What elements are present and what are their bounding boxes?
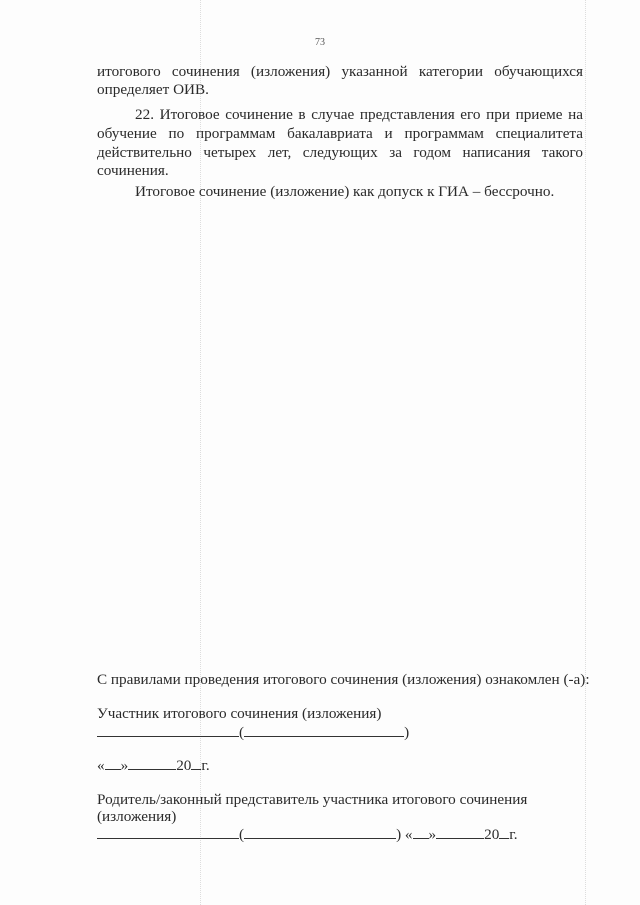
- year-field[interactable]: [191, 757, 201, 770]
- admission-note: Итоговое сочинение (изложение) как допуск к ГИА – бессрочно.: [135, 183, 555, 200]
- name-field[interactable]: [244, 826, 396, 839]
- participant-signature-row: ( ): [97, 724, 583, 742]
- signature-field[interactable]: [97, 826, 239, 839]
- participant-date-row: « » 20 г.: [97, 757, 210, 774]
- item-22-line: 22. Итоговое сочинение в случае представления его при приеме на: [135, 106, 583, 123]
- page-number: 73: [315, 37, 325, 48]
- day-field[interactable]: [105, 757, 121, 770]
- month-field[interactable]: [128, 757, 176, 770]
- participant-label: Участник итогового сочинения (изложения): [97, 705, 382, 722]
- item-22-line: сочинения.: [97, 162, 169, 179]
- parent-label: Родитель/законный представитель участника итогового сочинения: [97, 791, 528, 808]
- parent-label: (изложения): [97, 808, 177, 825]
- name-field[interactable]: [244, 724, 404, 737]
- item-22-line: обучение по программам бакалавриата и программам специалитета: [97, 125, 583, 142]
- item-22-line: действительно четырех лет, следующих за годом написания такого: [97, 144, 583, 161]
- year-field[interactable]: [499, 826, 509, 839]
- month-field[interactable]: [436, 826, 484, 839]
- paragraph-line: определяет ОИВ.: [97, 81, 209, 98]
- scan-fold-line: [585, 0, 586, 905]
- signature-field[interactable]: [97, 724, 239, 737]
- parent-signature-row: ( ) « » 20 г.: [97, 826, 583, 844]
- acknowledgement-text: С правилами проведения итогового сочинения (изложения) ознакомлен (-а):: [97, 671, 590, 688]
- day-field[interactable]: [413, 826, 429, 839]
- paragraph-line: итогового сочинения (изложения) указанной категории обучающихся: [97, 63, 583, 80]
